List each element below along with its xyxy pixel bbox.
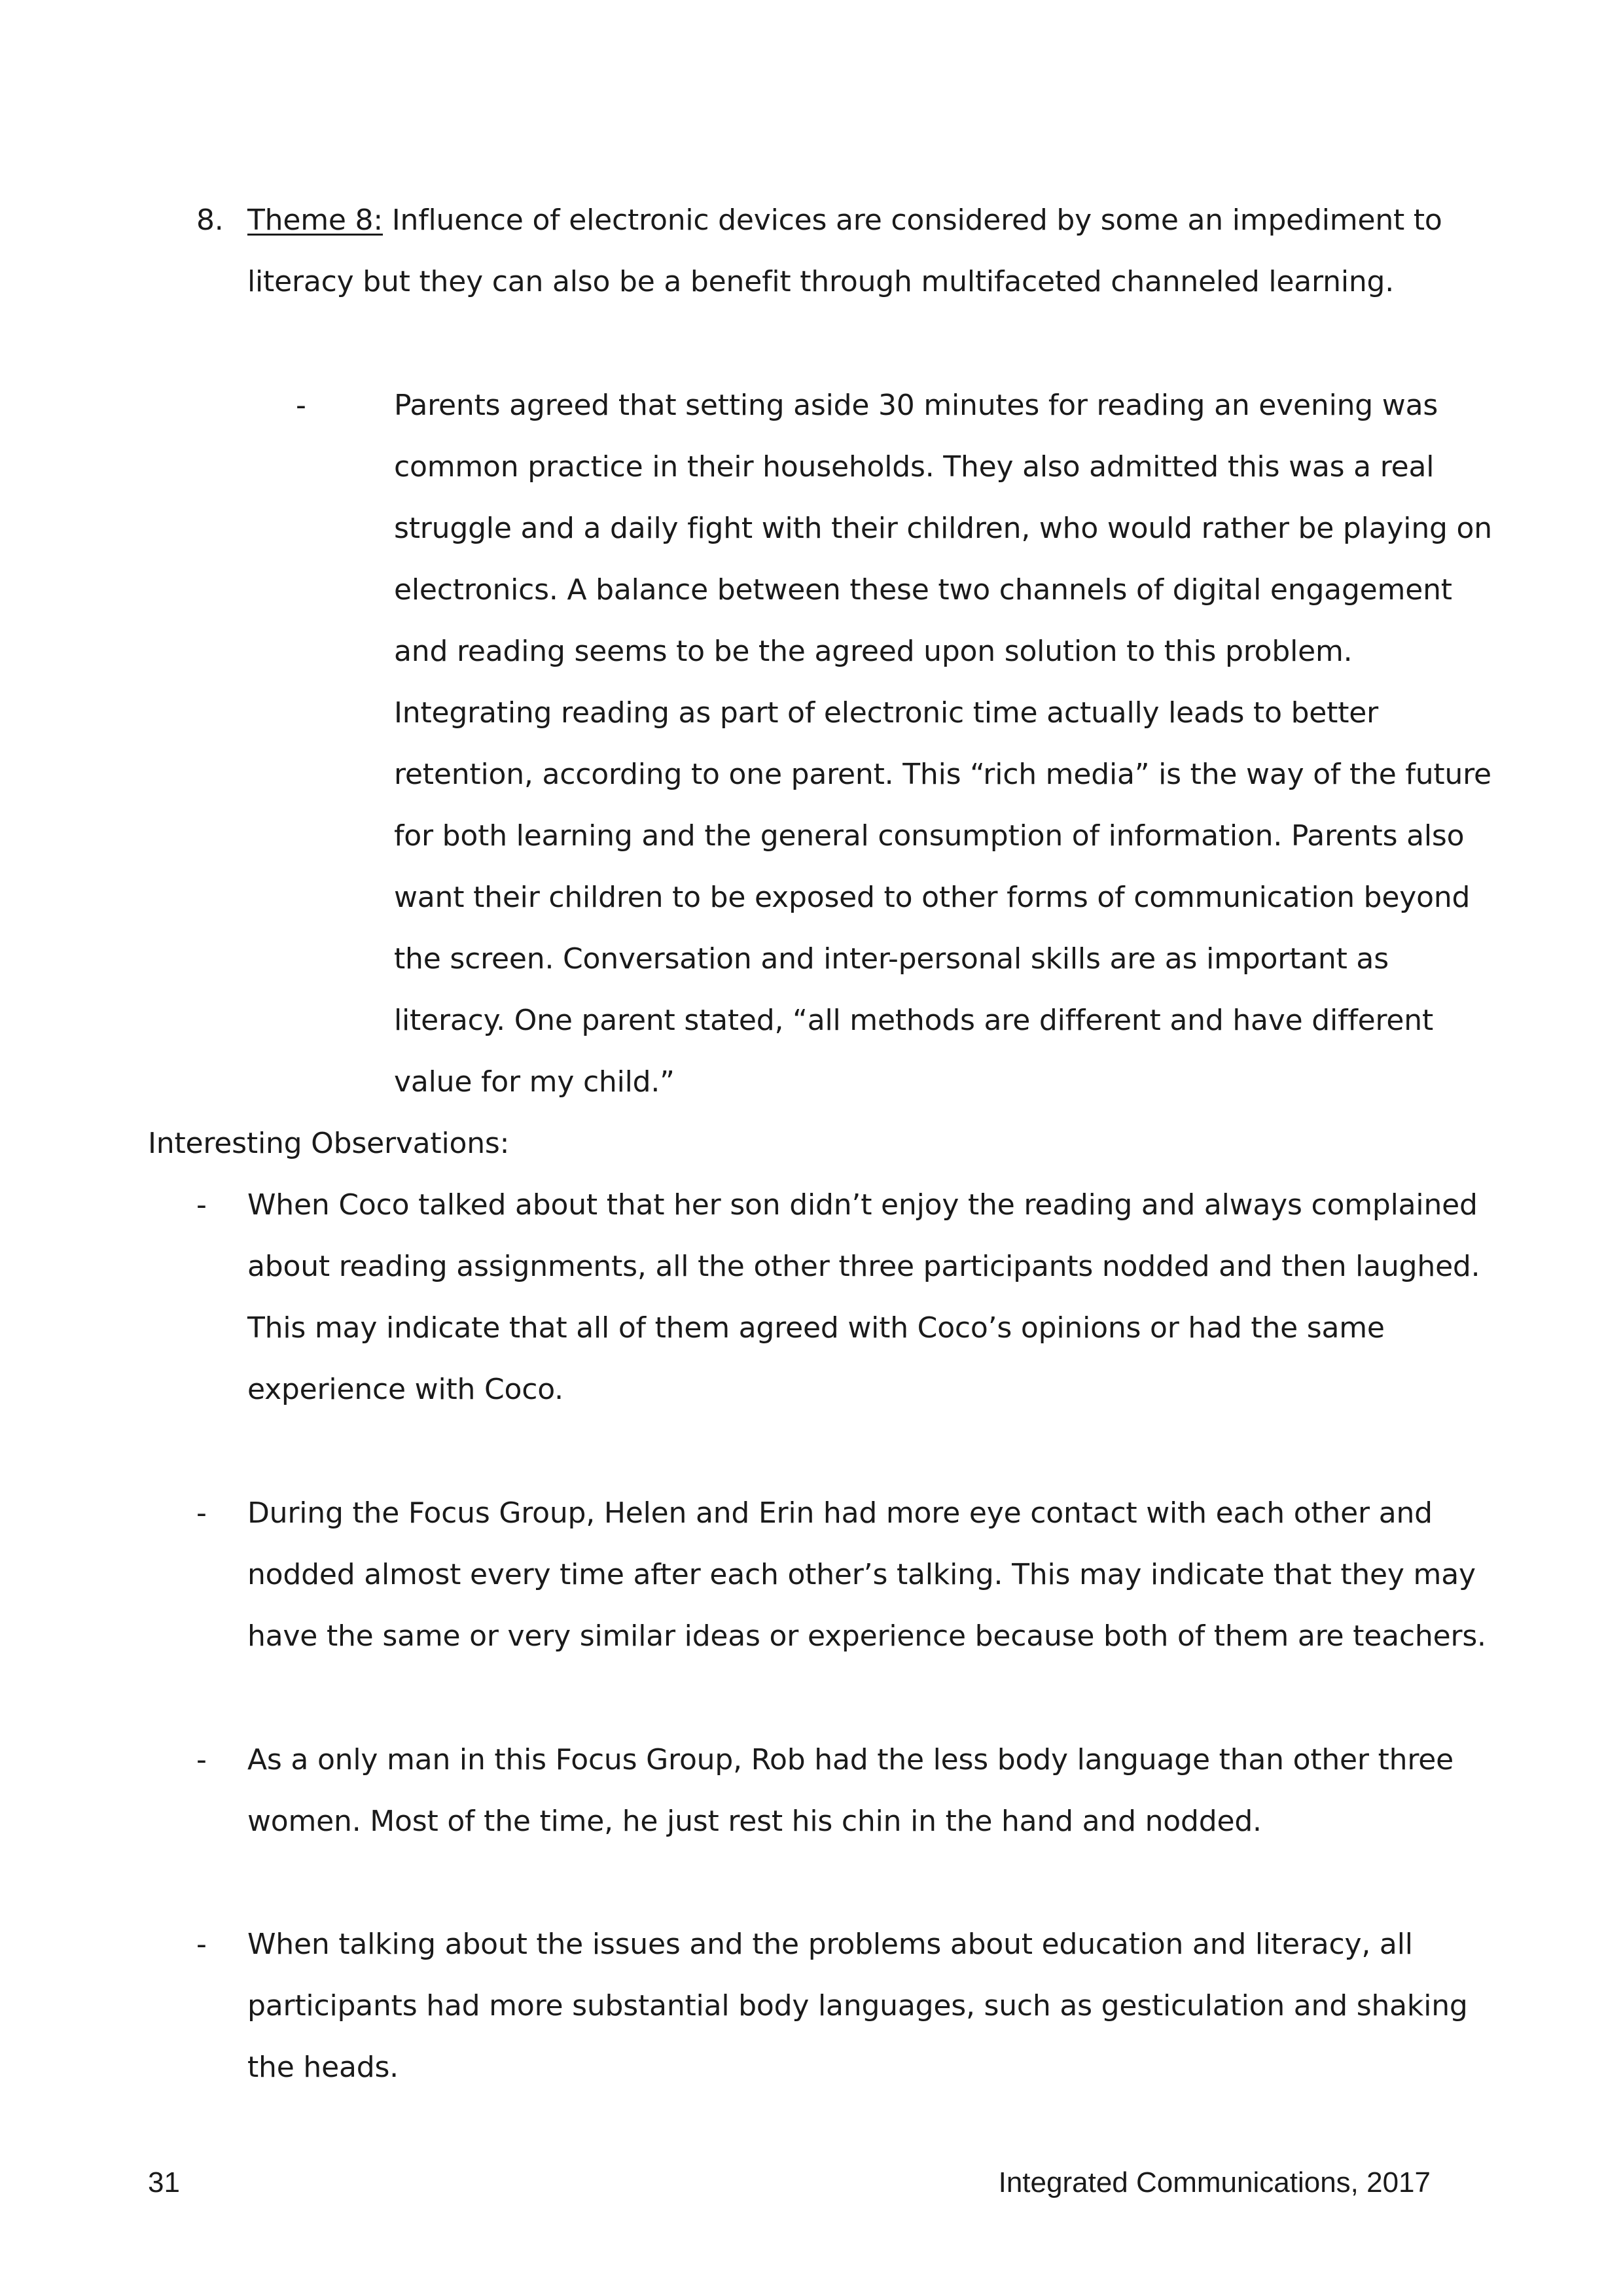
theme-8-bullet <box>296 375 1493 1113</box>
theme-text: Influence of electronic devices are considered by some an impediment to literacy but they can also be a benefit through multifaceted channeled learning. <box>247 203 1442 298</box>
theme-8-statement <box>247 190 1492 313</box>
observation-text: When talking about the issues and the problems about education and literacy, all participants had more substantial body languages, such as gesticulation and shaking the heads. <box>247 1928 1468 2084</box>
theme-label: Theme 8: <box>247 203 383 237</box>
observation-text: As a only man in this Focus Group, Rob had the less body language than other three women. Most of the time, he just rest his chin in the hand and nodded. <box>247 1743 1454 1838</box>
observation-item <box>196 1729 1492 1852</box>
bullet-dash: - <box>196 1188 207 1222</box>
observation-item <box>196 1174 1492 1421</box>
theme-8-item <box>196 190 1492 313</box>
observations-heading: Interesting Observations: <box>148 1127 510 1160</box>
observation-item <box>196 1914 1492 2098</box>
bullet-dash: - <box>296 389 306 422</box>
observation-item <box>196 1483 1492 1667</box>
footer-title: Integrated Communications, 2017 <box>998 2166 1431 2199</box>
observation-text: When Coco talked about that her son didn’t enjoy the reading and always complained about reading assignments, all the other three participants nodded and then laughed. This may indicate that all of them agreed with Coco’s opinions or had the same experience with Coco. <box>247 1188 1480 1406</box>
observation-text: During the Focus Group, Helen and Erin had more eye contact with each other and nodded almost every time after each other’s talking. This may indicate that they may have the same or very similar ideas or experience because both of them are teachers. <box>247 1496 1486 1653</box>
list-number: 8. <box>196 203 224 237</box>
bullet-dash: - <box>196 1496 207 1530</box>
theme-8-bullet-text: Parents agreed that setting aside 30 minutes for reading an evening was common practice in their households. They also admitted this was a real struggle and a daily fight with their children, who would rather be playing on electronics. A balance between these two channels of digital engagement and reading seems to be the agreed upon solution to this problem. Integrating reading as part of electronic time actually leads to better retention, according to one parent. This “rich media” is the way of the future for both learning and the general consumption of information. Parents also want their children to be exposed to other forms of communication beyond the screen. Conversation and inter-personal skills are as important as literacy. One parent stated, “all methods are different and have different value for my child.” <box>394 389 1492 1099</box>
bullet-dash: - <box>196 1743 207 1776</box>
bullet-dash: - <box>196 1928 207 1961</box>
page-number: 31 <box>148 2166 180 2199</box>
